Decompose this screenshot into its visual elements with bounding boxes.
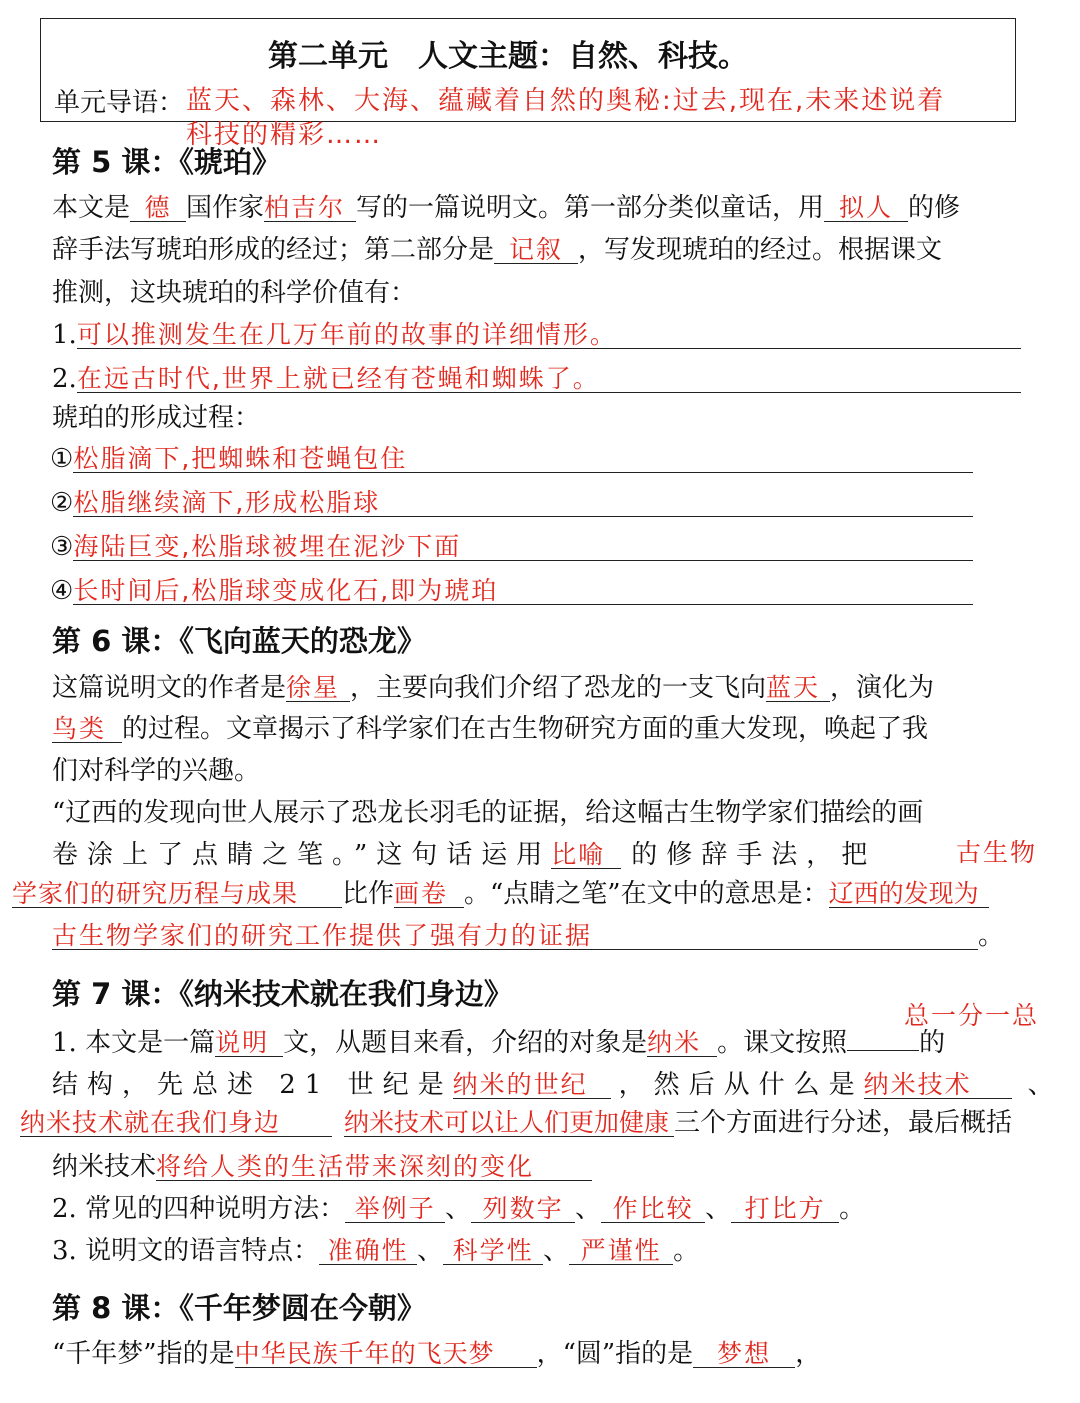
answer-dream: 中华民族千年的飞天梦 bbox=[234, 1339, 495, 1368]
answer-metaphor: 比喻 bbox=[551, 840, 606, 869]
lesson7-line2: 结构，先总述 21 世纪是纳米的世纪 ，然后从什么是纳米技术 、 bbox=[52, 1070, 1054, 1100]
lesson6-line2: 鸟类 的过程。文章揭示了科学家们在古生物研究方面的重大发现，唤起了我 bbox=[52, 714, 929, 744]
lesson6-line6: 学家们的研究历程与成果 比作画卷 。“点睛之笔”在文中的意思是：辽西的发现为 bbox=[12, 881, 989, 908]
method-item: 列数字 bbox=[482, 1194, 564, 1223]
lesson5-line1: 本文是 德 国作家柏吉尔 写的一篇说明文。第一部分类似童话，用 拟人 的修 bbox=[52, 193, 961, 223]
lesson6-line3: 们对科学的兴趣。 bbox=[52, 756, 261, 786]
lesson7-heading: 第 7 课：《纳米技术就在我们身边》 bbox=[52, 977, 513, 1011]
answer-sky: 蓝天 bbox=[766, 673, 821, 702]
process-label: 琥珀的形成过程： bbox=[52, 403, 261, 433]
answer-meaning-part1: 辽西的发现为 bbox=[828, 879, 979, 908]
process-answer: 松脂继续滴下,形成松脂球 bbox=[73, 488, 381, 517]
method-item: 举例子 bbox=[354, 1194, 436, 1223]
unit-title: 第二单元 人文主题：自然、科技。 bbox=[268, 39, 748, 74]
answer-what: 纳米技术 bbox=[863, 1070, 972, 1099]
unit-intro-label: 单元导语： bbox=[54, 88, 185, 118]
answer-author: 徐星 bbox=[286, 673, 341, 702]
process-answer: 海陆巨变,松脂球被埋在泥沙下面 bbox=[73, 532, 462, 561]
lesson7-line1: 1. 本文是一篇说明 文，从题目来看，介绍的对象是纳米 。课文按照 的 bbox=[52, 1028, 946, 1058]
lesson6-line4: “辽西的发现向世人展示了恐龙长羽毛的证据，给这幅古生物学家们描绘的画 bbox=[52, 798, 924, 828]
method-item: 作比较 bbox=[612, 1194, 694, 1223]
answer-part2: 记叙 bbox=[509, 235, 564, 264]
answer-country: 德 bbox=[144, 193, 172, 222]
answer-author: 柏吉尔 bbox=[264, 193, 346, 222]
process-answer: 松脂滴下,把蜘蛛和苍蝇包住 bbox=[73, 444, 408, 473]
lesson7-language: 3. 说明文的语言特点： 准确性 、 科学性 、 严谨性 。 bbox=[52, 1236, 700, 1266]
lesson6-line5: 卷涂上了点睛之笔。”这句话运用比喻 的修辞手法，把 bbox=[52, 840, 877, 870]
lesson6-line1: 这篇说明文的作者是徐星 ，主要向我们介绍了恐龙的一支飞向蓝天 ，演化为 bbox=[52, 673, 935, 703]
answer-structure: 总一分一总 bbox=[904, 1001, 1040, 1030]
answer-object-part1: 古生物 bbox=[956, 838, 1038, 867]
lesson6-heading: 第 6 课：《飞向蓝天的恐龙》 bbox=[52, 624, 426, 658]
answer-scroll: 画卷 bbox=[394, 879, 449, 908]
process-answer: 长时间后,松脂球变成化石,即为琥珀 bbox=[73, 576, 499, 605]
lesson5-heading: 第 5 课：《琥珀》 bbox=[52, 145, 281, 179]
value-item: 2.在远古时代,世界上就已经有苍蝇和蜘蛛了。 bbox=[52, 366, 1021, 393]
process-step: ③海陆巨变,松脂球被埋在泥沙下面 bbox=[50, 534, 973, 561]
answer-object-part2: 学家们的研究历程与成果 bbox=[12, 879, 299, 908]
process-step: ①松脂滴下,把蜘蛛和苍蝇包住 bbox=[50, 446, 973, 473]
lesson6-line7: 古生物学家们的研究工作提供了强有力的证据 。 bbox=[52, 921, 1005, 951]
lesson8-line1: “千年梦”指的是中华民族千年的飞天梦 ，“圆”指的是 梦想 ， bbox=[52, 1339, 822, 1369]
answer-meaning-part2: 古生物学家们的研究工作提供了强有力的证据 bbox=[52, 921, 593, 950]
answer-near: 纳米技术就在我们身边 bbox=[20, 1108, 281, 1137]
lesson5-line3: 推测，这块琥珀的科学价值有： bbox=[52, 278, 417, 308]
unit-intro-answer-line1: 蓝天、森林、大海、蕴藏着自然的奥秘:过去,现在,未来述说着 bbox=[186, 86, 946, 116]
answer-change: 将给人类的生活带来深刻的变化 bbox=[156, 1152, 535, 1181]
answer-rhetoric: 拟人 bbox=[839, 193, 894, 222]
value-item: 1.可以推测发生在几万年前的故事的详细情形。 bbox=[52, 322, 1021, 349]
process-step: ②松脂继续滴下,形成松脂球 bbox=[50, 490, 973, 517]
language-item: 科学性 bbox=[452, 1236, 534, 1265]
answer-bird: 鸟类 bbox=[52, 714, 107, 743]
value-answer: 在远古时代,世界上就已经有苍蝇和蜘蛛了。 bbox=[76, 364, 600, 393]
lesson8-heading: 第 8 课：《千年梦圆在今朝》 bbox=[52, 1291, 426, 1325]
method-item: 打比方 bbox=[744, 1194, 826, 1223]
lesson7-line4: 纳米技术将给人类的生活带来深刻的变化 bbox=[52, 1154, 592, 1181]
lesson7-methods: 2. 常见的四种说明方法： 举例子 、 列数字 、 作比较 、 打比方 。 bbox=[52, 1194, 866, 1224]
answer-healthy: 纳米技术可以让人们更加健康 bbox=[344, 1108, 670, 1137]
answer-object: 纳米 bbox=[647, 1028, 702, 1057]
answer-round: 梦想 bbox=[717, 1339, 772, 1368]
language-item: 严谨性 bbox=[580, 1236, 662, 1265]
answer-type: 说明 bbox=[215, 1028, 270, 1057]
value-answer: 可以推测发生在几万年前的故事的详细情形。 bbox=[76, 320, 617, 349]
lesson7-line3: 纳米技术就在我们身边 纳米技术可以让人们更加健康 三个方面进行分述，最后概括 bbox=[20, 1108, 1013, 1138]
lesson5-line2: 辞手法写琥珀形成的经过；第二部分是 记叙 ，写发现琥珀的经过。根据课文 bbox=[52, 235, 943, 265]
answer-century: 纳米的世纪 bbox=[452, 1070, 588, 1099]
language-item: 准确性 bbox=[327, 1236, 409, 1265]
process-step: ④长时间后,松脂球变成化石,即为琥珀 bbox=[50, 578, 973, 605]
unit-intro-answer-line2: 科技的精彩…… bbox=[186, 120, 383, 150]
